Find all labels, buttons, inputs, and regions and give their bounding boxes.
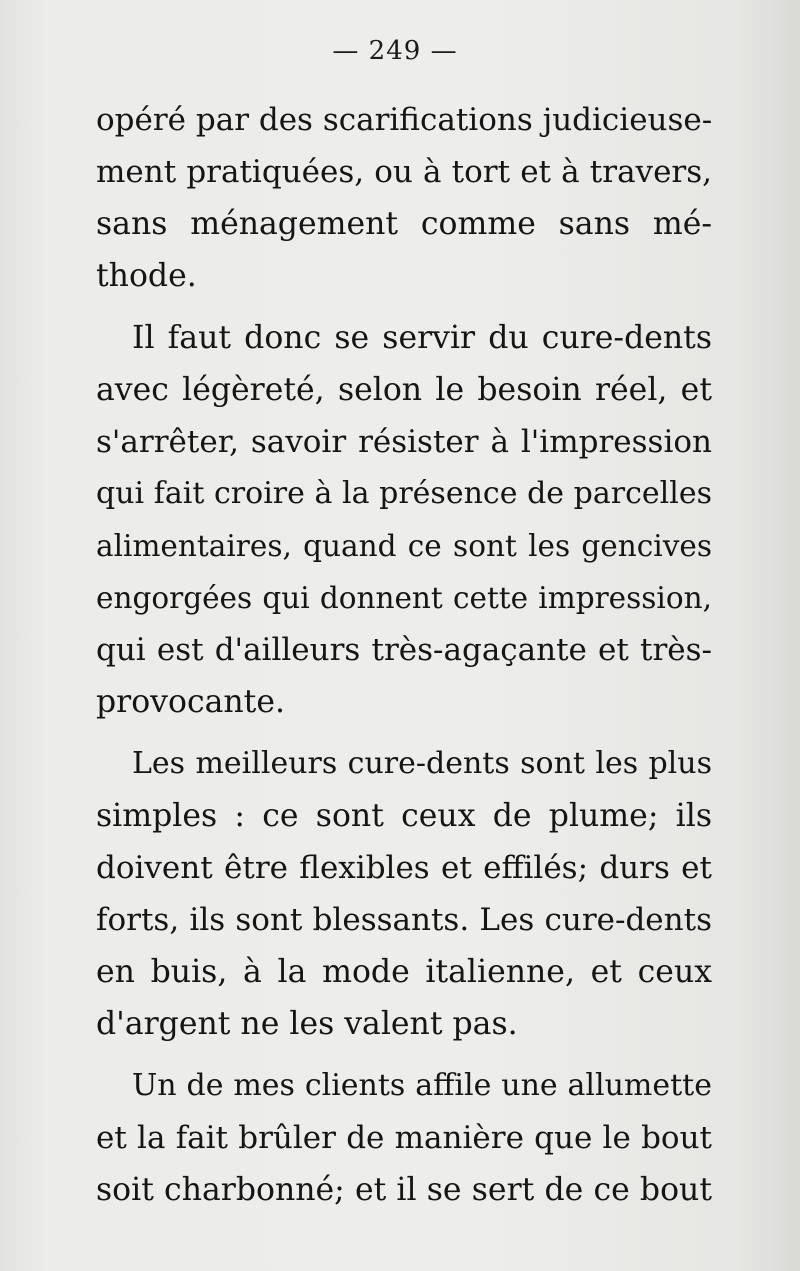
text-line: alimentaires, quand ce sont les gencives	[96, 529, 712, 563]
text-line: forts, ils sont blessants. Les cure-dents	[96, 902, 712, 938]
page-body	[96, 94, 712, 1226]
paragraph-2	[96, 312, 712, 728]
text-line: soit charbonné; et il se sert de ce bout	[96, 1172, 712, 1208]
paragraph-4	[96, 1060, 712, 1216]
text-line: avec légèreté, selon le besoin réel, et	[96, 372, 712, 408]
text-line: en buis, à la mode italienne, et ceux	[96, 954, 712, 990]
text-line: opéré par des scarifications judicieuse-	[96, 102, 713, 138]
text-line: Les meilleurs cure-dents sont les plus	[132, 746, 712, 781]
text-line: engorgées qui donnent cette impression,	[96, 581, 712, 615]
text-line: thode.	[96, 258, 197, 294]
text-line: sans ménagement comme sans mé-	[96, 206, 712, 242]
text-line: qui est d'ailleurs très-agaçante et très-	[96, 632, 712, 668]
text-line: et la fait brûler de manière que le bout	[96, 1120, 712, 1156]
text-line: ment pratiquées, ou à tort et à travers,	[96, 154, 712, 190]
text-line: d'argent ne les valent pas.	[96, 1006, 518, 1042]
text-line: Un de mes clients affile une allumette	[132, 1068, 712, 1103]
page-number: — 249 —	[332, 36, 458, 66]
text-line: doivent être flexibles et effilés; durs et	[96, 850, 712, 886]
text-line: s'arrêter, savoir résister à l'impression	[96, 424, 712, 460]
text-line: simples : ce sont ceux de plume; ils	[96, 798, 712, 834]
text-line: Il faut donc se servir du cure-dents	[132, 320, 712, 356]
paragraph-1	[96, 94, 712, 302]
text-line: provocante.	[96, 684, 285, 720]
paragraph-3	[96, 738, 712, 1050]
text-line: qui fait croire à la présence de parcelles	[96, 476, 712, 511]
